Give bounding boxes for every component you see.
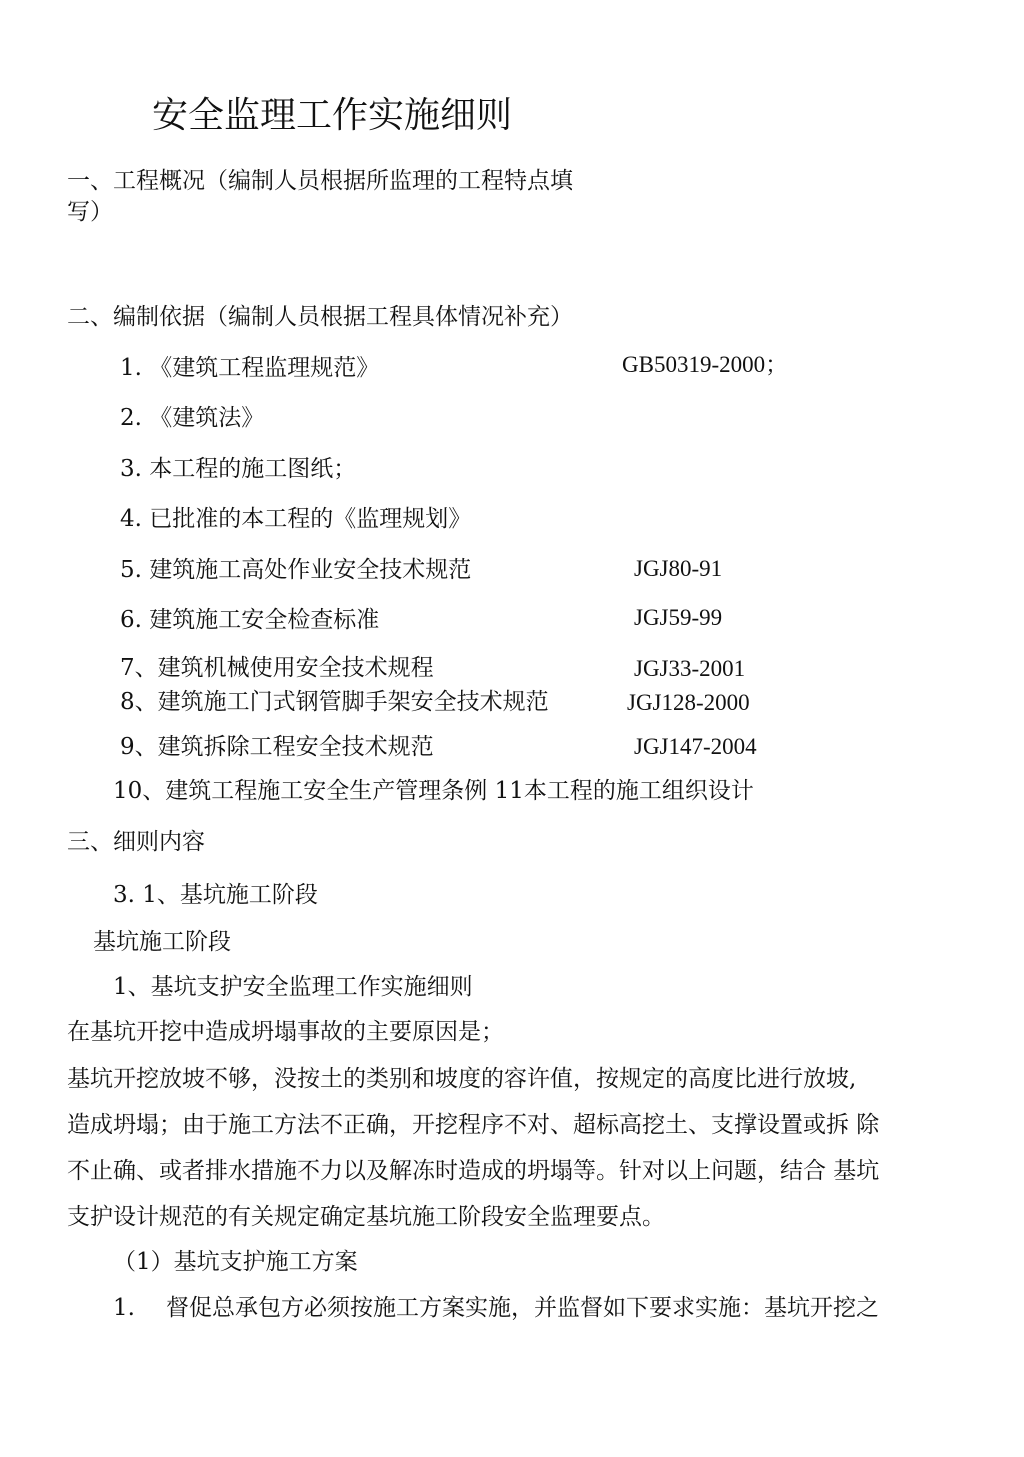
sub-item-heading: （1）基坑支护施工方案 xyxy=(113,1249,358,1275)
basis-item-2-label: 2. 《建筑法》 xyxy=(120,405,265,431)
item-1-heading: 1、基坑支护安全监理工作实施细则 xyxy=(113,974,473,1000)
section3-heading: 三、细则内容 xyxy=(67,829,205,855)
basis-item-5-label: 5. 建筑施工高处作业安全技术规范 xyxy=(120,557,472,583)
section1-heading-line2: 写） xyxy=(67,199,113,225)
basis-item-8-code: JGJ128-2000 xyxy=(627,690,750,715)
section2-heading: 二、编制依据（编制人员根据工程具体情况补充） xyxy=(67,304,573,330)
basis-item-1-code: GB50319-2000； xyxy=(622,352,789,377)
basis-item-9-label: 9、建筑拆除工程安全技术规范 xyxy=(120,734,434,760)
basis-item-9-code: JGJ147-2004 xyxy=(634,734,757,759)
section1-heading-line1: 一、工程概况（编制人员根据所监理的工程特点填 xyxy=(67,168,573,194)
basis-item-7-label: 7、建筑机械使用安全技术规程 xyxy=(120,655,434,681)
paragraph-line-1: 基坑开挖放坡不够，没按土的类别和坡度的容许值，按规定的高度比进行放坡, xyxy=(67,1066,857,1092)
basis-item-8-label: 8、建筑施工门式钢管脚手架安全技术规范 xyxy=(120,689,549,715)
basis-item-1-label: 1. 《建筑工程监理规范》 xyxy=(120,355,380,381)
basis-item-3-label: 3. 本工程的施工图纸； xyxy=(120,456,357,482)
basis-item-5-code: JGJ80-91 xyxy=(634,556,723,581)
section3-sub-heading: 3. 1、基坑施工阶段 xyxy=(113,882,318,908)
paragraph-line-2: 造成坍塌；由于施工方法不正确，开挖程序不对、超标高挖土、支撑设置或拆 除 xyxy=(67,1112,880,1138)
paragraph-line-3: 不止确、或者排水措施不力以及解冻时造成的坍塌等。针对以上问题，结合 基坑 xyxy=(67,1158,880,1184)
stage-heading: 基坑施工阶段 xyxy=(93,929,231,955)
intro-text: 在基坑开挖中造成坍塌事故的主要原因是； xyxy=(67,1019,504,1045)
basis-item-10-label: 10、建筑工程施工安全生产管理条例 11本工程的施工组织设计 xyxy=(113,778,754,804)
point-1-text: 督促总承包方必须按施工方案实施，并监督如下要求实施：基坑开挖之 xyxy=(166,1295,879,1321)
basis-item-4-label: 4. 已批准的本工程的《监理规划》 xyxy=(120,506,472,532)
basis-item-7-code: JGJ33-2001 xyxy=(634,656,746,681)
basis-item-6-code: JGJ59-99 xyxy=(634,605,723,630)
document-title: 安全监理工作实施细则 xyxy=(152,95,513,136)
paragraph-line-4: 支护设计规范的有关规定确定基坑施工阶段安全监理要点。 xyxy=(67,1204,665,1230)
point-1-number: 1. xyxy=(113,1295,135,1321)
basis-item-6-label: 6. 建筑施工安全检查标准 xyxy=(120,607,380,633)
